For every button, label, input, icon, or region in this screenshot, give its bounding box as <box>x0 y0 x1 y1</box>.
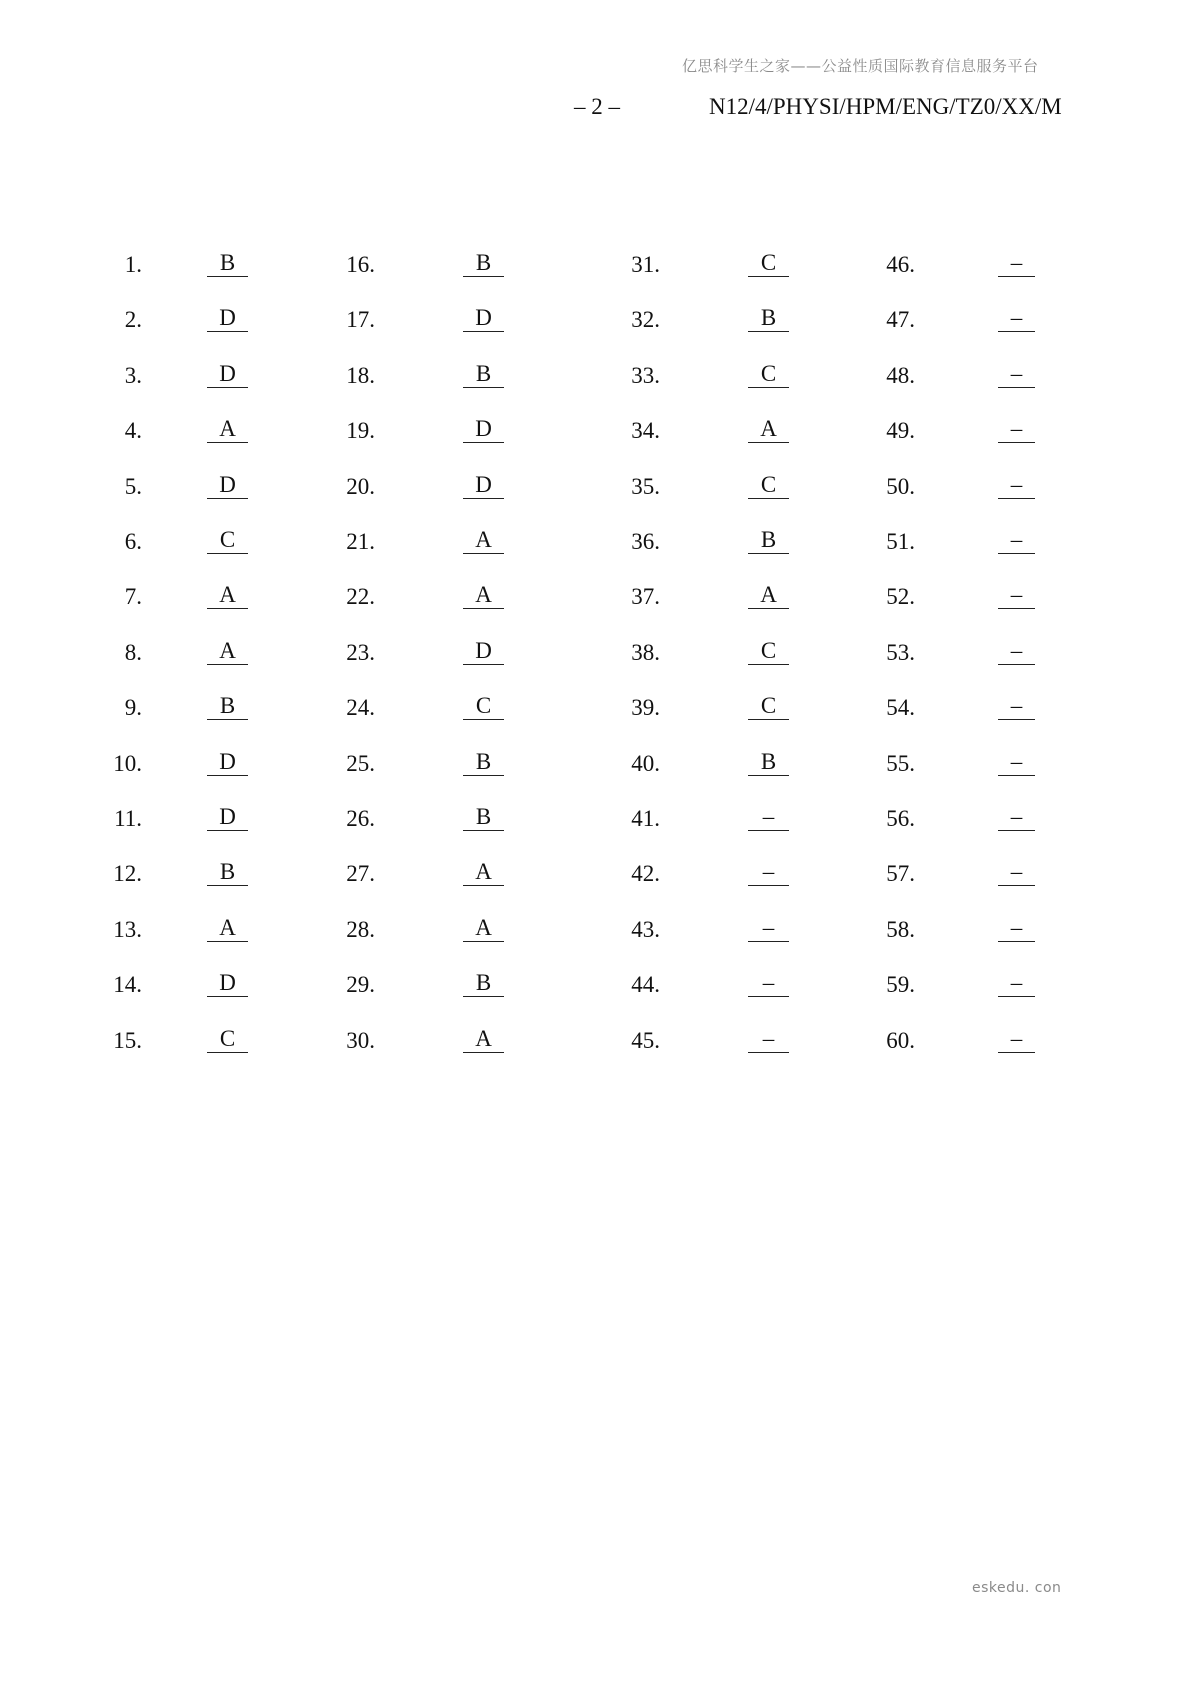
question-number: 15. <box>113 1027 142 1053</box>
answer-value: C <box>748 474 789 499</box>
question-number: 51. <box>886 529 915 554</box>
question-number: 12. <box>113 861 142 887</box>
answer-value: A <box>748 418 789 443</box>
answer-value: B <box>463 972 504 997</box>
question-number: 5. <box>124 473 142 499</box>
question-number: 16. <box>346 252 375 277</box>
question-number: 48. <box>886 362 915 388</box>
answer-value: – <box>998 252 1035 277</box>
question-number: 59. <box>886 972 915 998</box>
question-number: 40. <box>631 750 660 776</box>
question-number: 45. <box>631 1027 660 1053</box>
question-number: 26. <box>346 806 375 831</box>
answer-value: D <box>207 972 248 997</box>
answer-value: C <box>207 1028 248 1053</box>
answer-value: C <box>748 252 789 277</box>
question-number: 10. <box>113 750 142 776</box>
question-number: 54. <box>886 695 915 721</box>
question-number: 7. <box>124 584 142 610</box>
answer-value: C <box>207 529 248 554</box>
answer-item <box>0 748 1191 781</box>
answer-value: A <box>463 584 504 609</box>
answer-item <box>0 307 1191 337</box>
footer-watermark: eskedu. con <box>972 1580 1062 1596</box>
answer-value: – <box>748 972 789 997</box>
answer-value: A <box>463 1028 504 1053</box>
answer-value: C <box>463 695 504 720</box>
answer-item <box>0 584 1191 614</box>
answer-value: – <box>998 972 1035 997</box>
question-number: 21. <box>346 529 375 554</box>
question-number: 19. <box>346 418 375 444</box>
answer-item <box>0 252 1191 282</box>
question-number: 30. <box>346 1027 375 1053</box>
answer-value: – <box>998 917 1035 942</box>
answer-value: B <box>207 695 248 720</box>
question-number: 47. <box>886 307 915 333</box>
page-number: – 2 – <box>574 94 620 119</box>
answer-value: D <box>207 474 248 499</box>
answer-value: D <box>463 640 504 665</box>
answer-value: A <box>463 529 504 554</box>
question-number: 60. <box>886 1027 915 1053</box>
answer-value: – <box>998 584 1035 609</box>
question-number: 49. <box>886 418 915 444</box>
answer-value: – <box>748 806 789 831</box>
answer-item <box>0 1025 1191 1058</box>
question-number: 25. <box>346 750 375 776</box>
answer-item <box>0 529 1191 559</box>
question-number: 39. <box>631 695 660 721</box>
question-number: 53. <box>886 639 915 665</box>
question-number: 58. <box>886 916 915 942</box>
question-number: 4. <box>124 418 142 444</box>
answer-value: – <box>748 917 789 942</box>
question-number: 37. <box>631 584 660 610</box>
answer-value: B <box>463 363 504 388</box>
question-number: 28. <box>346 916 375 942</box>
question-number: 38. <box>631 639 660 665</box>
answer-value: A <box>207 584 248 609</box>
question-number: 11. <box>114 806 142 831</box>
answer-value: D <box>207 751 248 776</box>
question-number: 6. <box>124 529 142 554</box>
answer-value: – <box>998 695 1035 720</box>
answer-value: B <box>748 751 789 776</box>
answer-value: D <box>463 418 504 443</box>
answer-value: C <box>748 363 789 388</box>
question-number: 56. <box>886 806 915 831</box>
answer-value: – <box>998 1028 1035 1053</box>
question-number: 34. <box>631 418 660 444</box>
question-number: 55. <box>886 750 915 776</box>
question-number: 42. <box>631 861 660 887</box>
answer-value: A <box>207 917 248 942</box>
answer-value: D <box>207 307 248 332</box>
answer-item <box>0 914 1191 947</box>
question-number: 46. <box>886 252 915 277</box>
answer-value: D <box>207 806 248 831</box>
question-number: 36. <box>631 529 660 554</box>
question-number: 43. <box>631 916 660 942</box>
answer-value: – <box>998 640 1035 665</box>
answer-value: C <box>748 695 789 720</box>
answer-value: – <box>998 529 1035 554</box>
question-number: 18. <box>346 362 375 388</box>
answer-value: B <box>207 252 248 277</box>
question-number: 3. <box>124 362 142 388</box>
question-number: 14. <box>113 972 142 998</box>
question-number: 31. <box>631 252 660 277</box>
question-number: 24. <box>346 695 375 721</box>
answer-item <box>0 637 1191 670</box>
question-number: 41. <box>631 806 660 831</box>
answer-item <box>0 418 1191 448</box>
question-number: 27. <box>346 861 375 887</box>
answer-item <box>0 360 1191 393</box>
question-number: 33. <box>631 362 660 388</box>
question-number: 9. <box>124 695 142 721</box>
answer-value: A <box>748 584 789 609</box>
answer-value: – <box>998 474 1035 499</box>
question-number: 20. <box>346 473 375 499</box>
answer-value: – <box>998 751 1035 776</box>
answer-value: – <box>748 1028 789 1053</box>
answer-value: A <box>463 861 504 886</box>
question-number: 22. <box>346 584 375 610</box>
question-number: 50. <box>886 473 915 499</box>
question-number: 17. <box>346 307 375 333</box>
question-number: 13. <box>113 916 142 942</box>
answer-value: B <box>463 252 504 277</box>
question-number: 2. <box>124 307 142 333</box>
question-number: 23. <box>346 639 375 665</box>
answer-value: A <box>207 418 248 443</box>
answer-value: – <box>998 363 1035 388</box>
question-number: 35. <box>631 473 660 499</box>
question-number: 1. <box>124 252 142 277</box>
answer-value: C <box>748 640 789 665</box>
document-code: N12/4/PHYSI/HPM/ENG/TZ0/XX/M <box>709 94 1062 119</box>
answer-value: B <box>207 861 248 886</box>
answer-item <box>0 471 1191 504</box>
header-watermark: 亿思科学生之家——公益性质国际教育信息服务平台 <box>682 57 1039 75</box>
question-number: 29. <box>346 972 375 998</box>
answer-value: D <box>207 363 248 388</box>
question-number: 44. <box>631 972 660 998</box>
answer-value: D <box>463 307 504 332</box>
answer-item <box>0 695 1191 725</box>
answer-value: – <box>998 307 1035 332</box>
answer-value: – <box>998 806 1035 831</box>
answer-value: A <box>463 917 504 942</box>
answer-value: B <box>463 806 504 831</box>
answer-value: – <box>748 861 789 886</box>
answer-value: A <box>207 640 248 665</box>
answer-item <box>0 861 1191 891</box>
answer-value: D <box>463 474 504 499</box>
answer-item <box>0 806 1191 836</box>
answer-value: B <box>463 751 504 776</box>
answer-item <box>0 972 1191 1002</box>
answer-value: – <box>998 418 1035 443</box>
answer-value: B <box>748 529 789 554</box>
question-number: 32. <box>631 307 660 333</box>
question-number: 8. <box>124 639 142 665</box>
answer-value: – <box>998 861 1035 886</box>
answer-value: B <box>748 307 789 332</box>
question-number: 52. <box>886 584 915 610</box>
question-number: 57. <box>886 861 915 887</box>
